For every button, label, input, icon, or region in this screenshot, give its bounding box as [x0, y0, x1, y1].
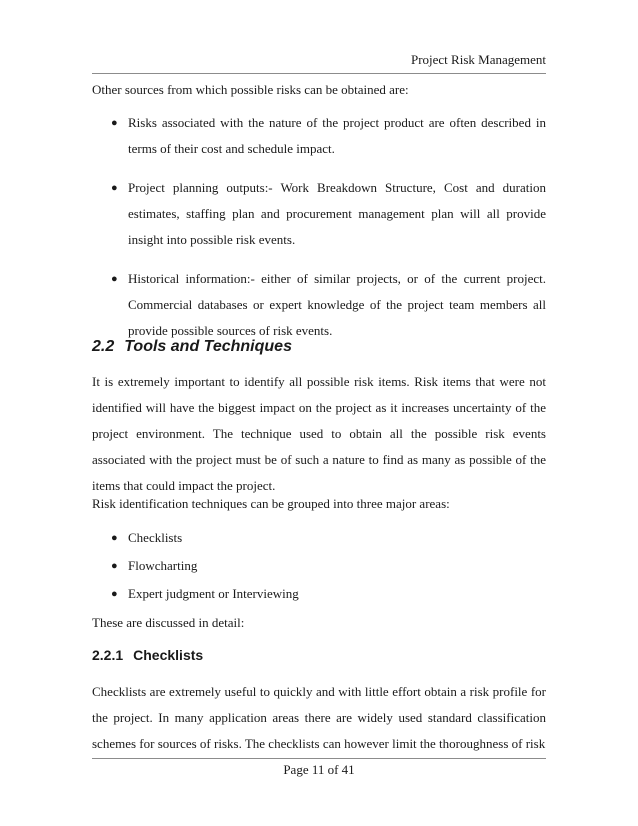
header-rule	[92, 73, 546, 74]
subsection-heading	[92, 647, 203, 663]
list-item: ● Checklists	[92, 525, 546, 553]
bullet-icon: ●	[111, 532, 118, 544]
section-title: Tools and Techniques	[124, 338, 292, 355]
subsection-title: Checklists	[133, 647, 204, 663]
list-item: ● Risks associated with the nature of the project product are often described in terms of their cost and schedule impact.	[92, 110, 546, 162]
bullet-icon: ●	[111, 588, 118, 600]
footer-rule	[92, 758, 546, 759]
page-number: Page 11 of 41	[283, 762, 355, 777]
subsection-number: 2.2.1	[92, 647, 124, 663]
list-item: ● Expert judgment or Interviewing	[92, 581, 546, 609]
bullet-icon: ●	[111, 117, 118, 129]
section-number: 2.2	[92, 338, 115, 355]
list-item: ● Historical information:- either of similar projects, or of the current project. Commercial databases or expert knowledge of the project team members all provide possible sources of risk events.	[92, 266, 546, 344]
body-paragraph: Checklists are extremely useful to quickly and with little effort obtain a risk profile for the project. In many application areas there are widely used standard classification schemes for sources of risks. The checklists can however limit the thoroughness of risk	[92, 684, 546, 751]
bullet-icon: ●	[111, 560, 118, 572]
running-header: Project Risk Management	[410, 52, 546, 67]
bullet-icon: ●	[111, 273, 118, 285]
body-paragraph: These are discussed in detail:	[92, 615, 245, 630]
list-item: ● Flowcharting	[92, 553, 546, 581]
section-heading	[92, 338, 292, 356]
sources-list	[92, 110, 546, 357]
bullet-icon: ●	[111, 182, 118, 194]
list-item: ● Project planning outputs:- Work Breakdown Structure, Cost and duration estimates, staffing plan and procurement management plan will all provide insight into possible risk events.	[92, 175, 546, 253]
body-paragraph: Risk identification techniques can be grouped into three major areas:	[92, 496, 450, 511]
techniques-list	[92, 525, 546, 609]
body-paragraph: It is extremely important to identify all possible risk items. Risk items that were not identified will have the biggest impact on the project as it increases uncertainty of the project environment. The technique used to obtain all the possible risk events associated with the project must be of such a nature to find as many as possible of the items that could impact the project.	[92, 374, 546, 493]
intro-paragraph: Other sources from which possible risks can be obtained are:	[92, 82, 409, 97]
